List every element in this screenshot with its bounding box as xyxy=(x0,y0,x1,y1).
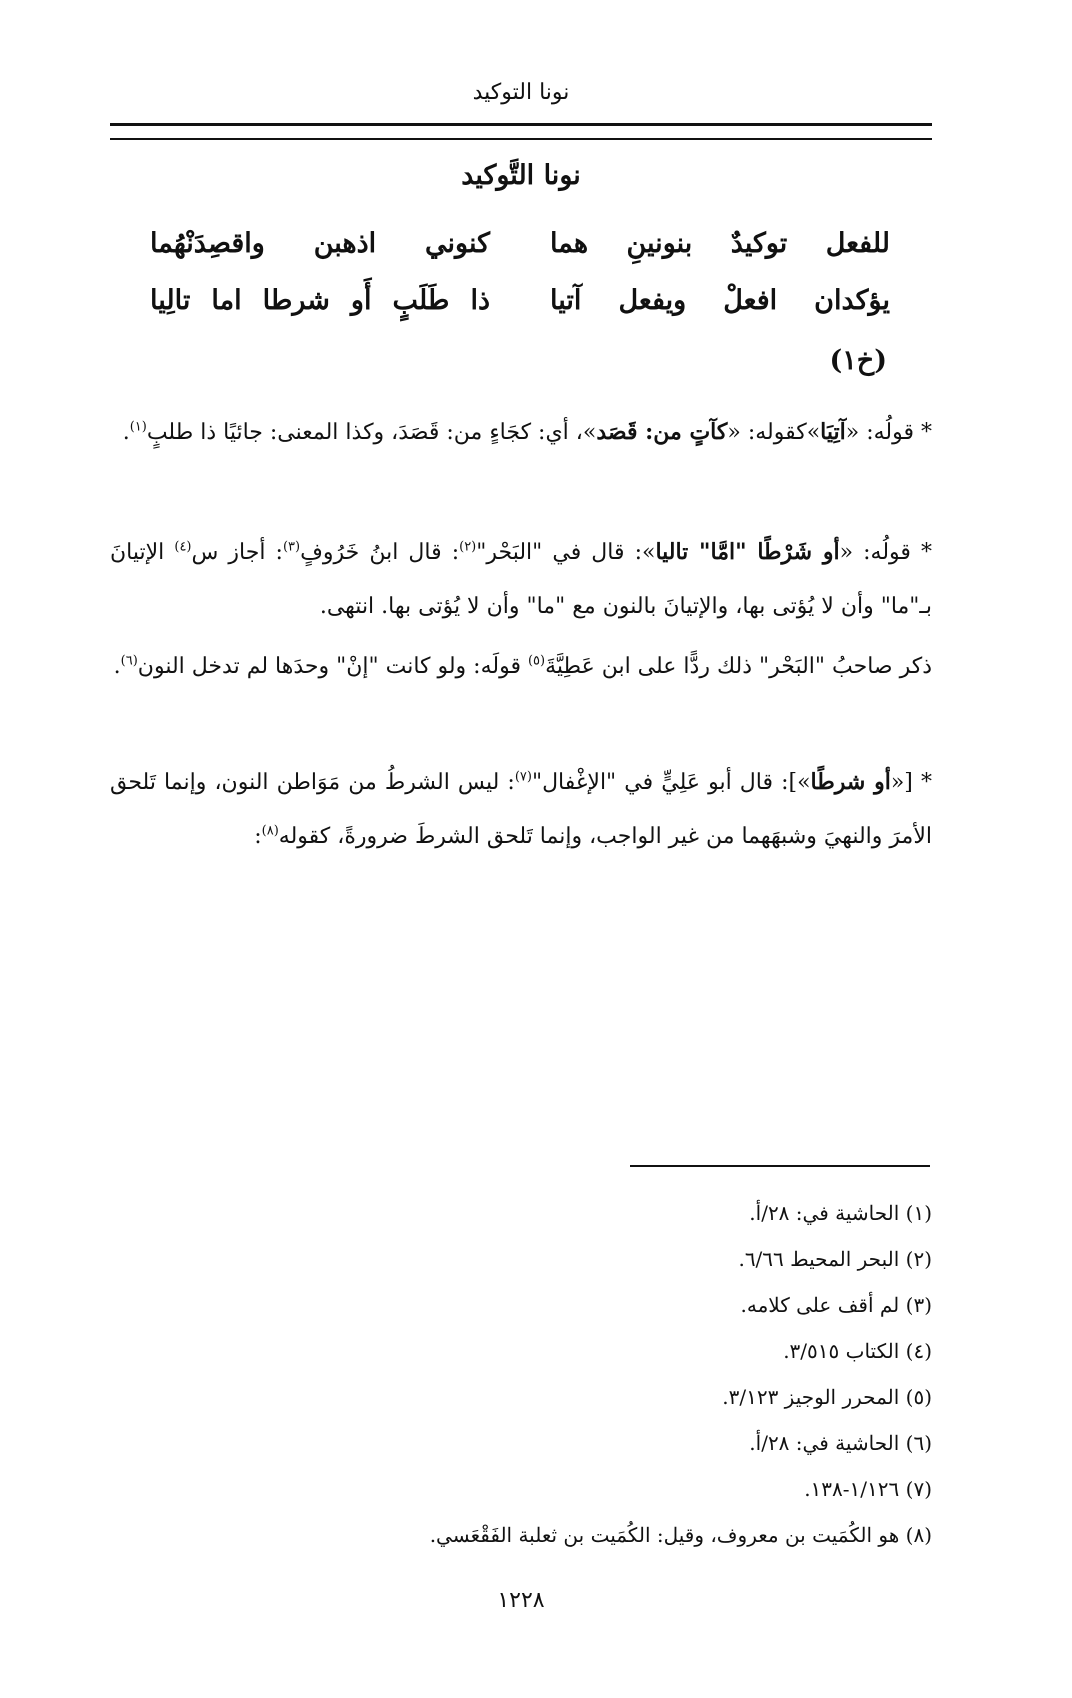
verse-line-1 xyxy=(150,228,890,259)
verse-1-second-hemistich xyxy=(150,228,490,259)
footnote-ref[interactable]: (٣) xyxy=(282,539,301,555)
verse-word: يؤكدان xyxy=(814,285,890,316)
running-head: نونا التوكيد xyxy=(472,80,570,105)
commentary-paragraph-3 xyxy=(110,640,932,694)
verse-word: اذهبن xyxy=(313,228,377,259)
footnote-4: (٤) الكتاب ٣/٥١٥. xyxy=(783,1339,932,1363)
footnote-ref[interactable]: (٧) xyxy=(514,769,532,785)
verse-word: هما xyxy=(550,228,589,259)
text: »كقوله: « xyxy=(727,420,821,445)
text: : xyxy=(254,824,262,849)
page-number: ١٢٢٨ xyxy=(497,1588,545,1613)
header-rule-thick xyxy=(110,123,932,126)
verse-word: للفعل xyxy=(825,228,890,259)
text: * قولُه: « xyxy=(839,540,932,565)
verse-word: ويفعل xyxy=(618,285,687,316)
text: »: قال في "البَحْر" xyxy=(476,540,656,565)
text: ذكر صاحبُ "البَحْر" ذلك ردًّا على ابن عَطِيَّةَ xyxy=(545,654,932,679)
footnote-separator xyxy=(630,1165,930,1167)
footnote-5: (٥) المحرر الوجيز ٣/١٢٣. xyxy=(722,1385,932,1409)
verse-word: اما xyxy=(211,285,242,316)
verse-word: توكيدٌ xyxy=(730,228,788,259)
commentary-paragraph-1 xyxy=(110,405,932,460)
footnote-7: (٧) ١/١٢٦-١٣٨. xyxy=(804,1477,932,1501)
verse-word: واقصِدَنْهُما xyxy=(150,228,265,259)
footnote-ref[interactable]: (٥) xyxy=(527,653,546,669)
footnote-ref[interactable]: (١) xyxy=(129,419,147,435)
text: : ليس الشرطُ من مَوَاطن النون، وإنما تَلحق الأمرَ والنهيَ وشبهَهما من غير الواجب، وإنما تَلحق الشرطَ ضرورةً، كقوله xyxy=(110,770,932,849)
verse-word: ذا xyxy=(470,285,490,316)
commentary-paragraph-4 xyxy=(110,755,932,864)
text: قولَه: ولو كانت "إنْ" وحدَها لم تدخل النون xyxy=(137,654,528,679)
footnote-8: (٨) هو الكُمَيت بن معروف، وقيل: الكُمَيت بن ثعلبة الفَقْعَسي. xyxy=(429,1523,932,1547)
text: : قال ابنُ خَرُوفٍ xyxy=(300,540,460,565)
verse-word: تالِيا xyxy=(150,285,191,316)
footnote-ref[interactable]: (٤) xyxy=(174,539,192,555)
verse-2-second-hemistich xyxy=(150,285,490,316)
quoted-term: أو شَرْطًا "امَّا" تاليا xyxy=(655,539,840,565)
verse-1-first-hemistich xyxy=(550,228,890,259)
footnote-3: (٣) لم أقف على كلامه. xyxy=(740,1293,932,1317)
verse-word: افعلْ xyxy=(723,285,778,316)
verse-manuscript-tag: (خ١) xyxy=(829,345,887,376)
footnote-6: (٦) الحاشية في: ٢٨/أ. xyxy=(749,1431,932,1455)
footnote-1: (١) الحاشية في: ٢٨/أ. xyxy=(749,1201,932,1225)
verse-2-first-hemistich xyxy=(550,285,890,316)
verse-word: بنونينِ xyxy=(626,228,693,259)
text: . xyxy=(122,420,130,445)
text: * قولُه: « xyxy=(845,420,932,445)
text: * [« xyxy=(890,770,932,795)
verse-word: طَلَبٍ xyxy=(392,285,450,316)
text: »]: قال أبو عَلِيٍّ في "الإغْفال" xyxy=(531,770,811,795)
footnote-ref[interactable]: (٦) xyxy=(120,653,138,669)
footnotes xyxy=(152,1190,932,1558)
header-rule-thin xyxy=(110,138,932,140)
quoted-term: أو شرطًا xyxy=(810,769,891,795)
text: الإتيانَ بـ"ما" وأن لا يُؤتى بها، والإتيانَ بالنون مع "ما" وأن لا يُؤتى بها. انتهى. xyxy=(110,540,932,619)
verse-word: كنوني xyxy=(425,228,490,259)
text: »، أي: كجَاءٍ من: قَصَدَ، وكذا المعنى: جائيًا ذا طلبٍ xyxy=(146,420,597,445)
verse-word: أَو xyxy=(350,285,372,316)
commentary-paragraph-2 xyxy=(110,525,932,634)
text: : أجاز س xyxy=(191,540,283,565)
chapter-title: نونا التَّوكيد xyxy=(461,160,581,191)
verse-word: آتيا xyxy=(550,285,582,316)
verse-word: شرطا xyxy=(262,285,330,316)
footnote-ref[interactable]: (٨) xyxy=(261,823,279,839)
footnote-ref[interactable]: (٢) xyxy=(459,539,477,555)
verse-line-2 xyxy=(150,285,890,316)
text: . xyxy=(113,654,121,679)
quoted-term: آتِيَا xyxy=(820,419,846,445)
footnote-2: (٢) البحر المحيط ٦/٦٦. xyxy=(738,1247,932,1271)
quoted-term: كآتٍ من: قَصَد xyxy=(596,419,728,445)
